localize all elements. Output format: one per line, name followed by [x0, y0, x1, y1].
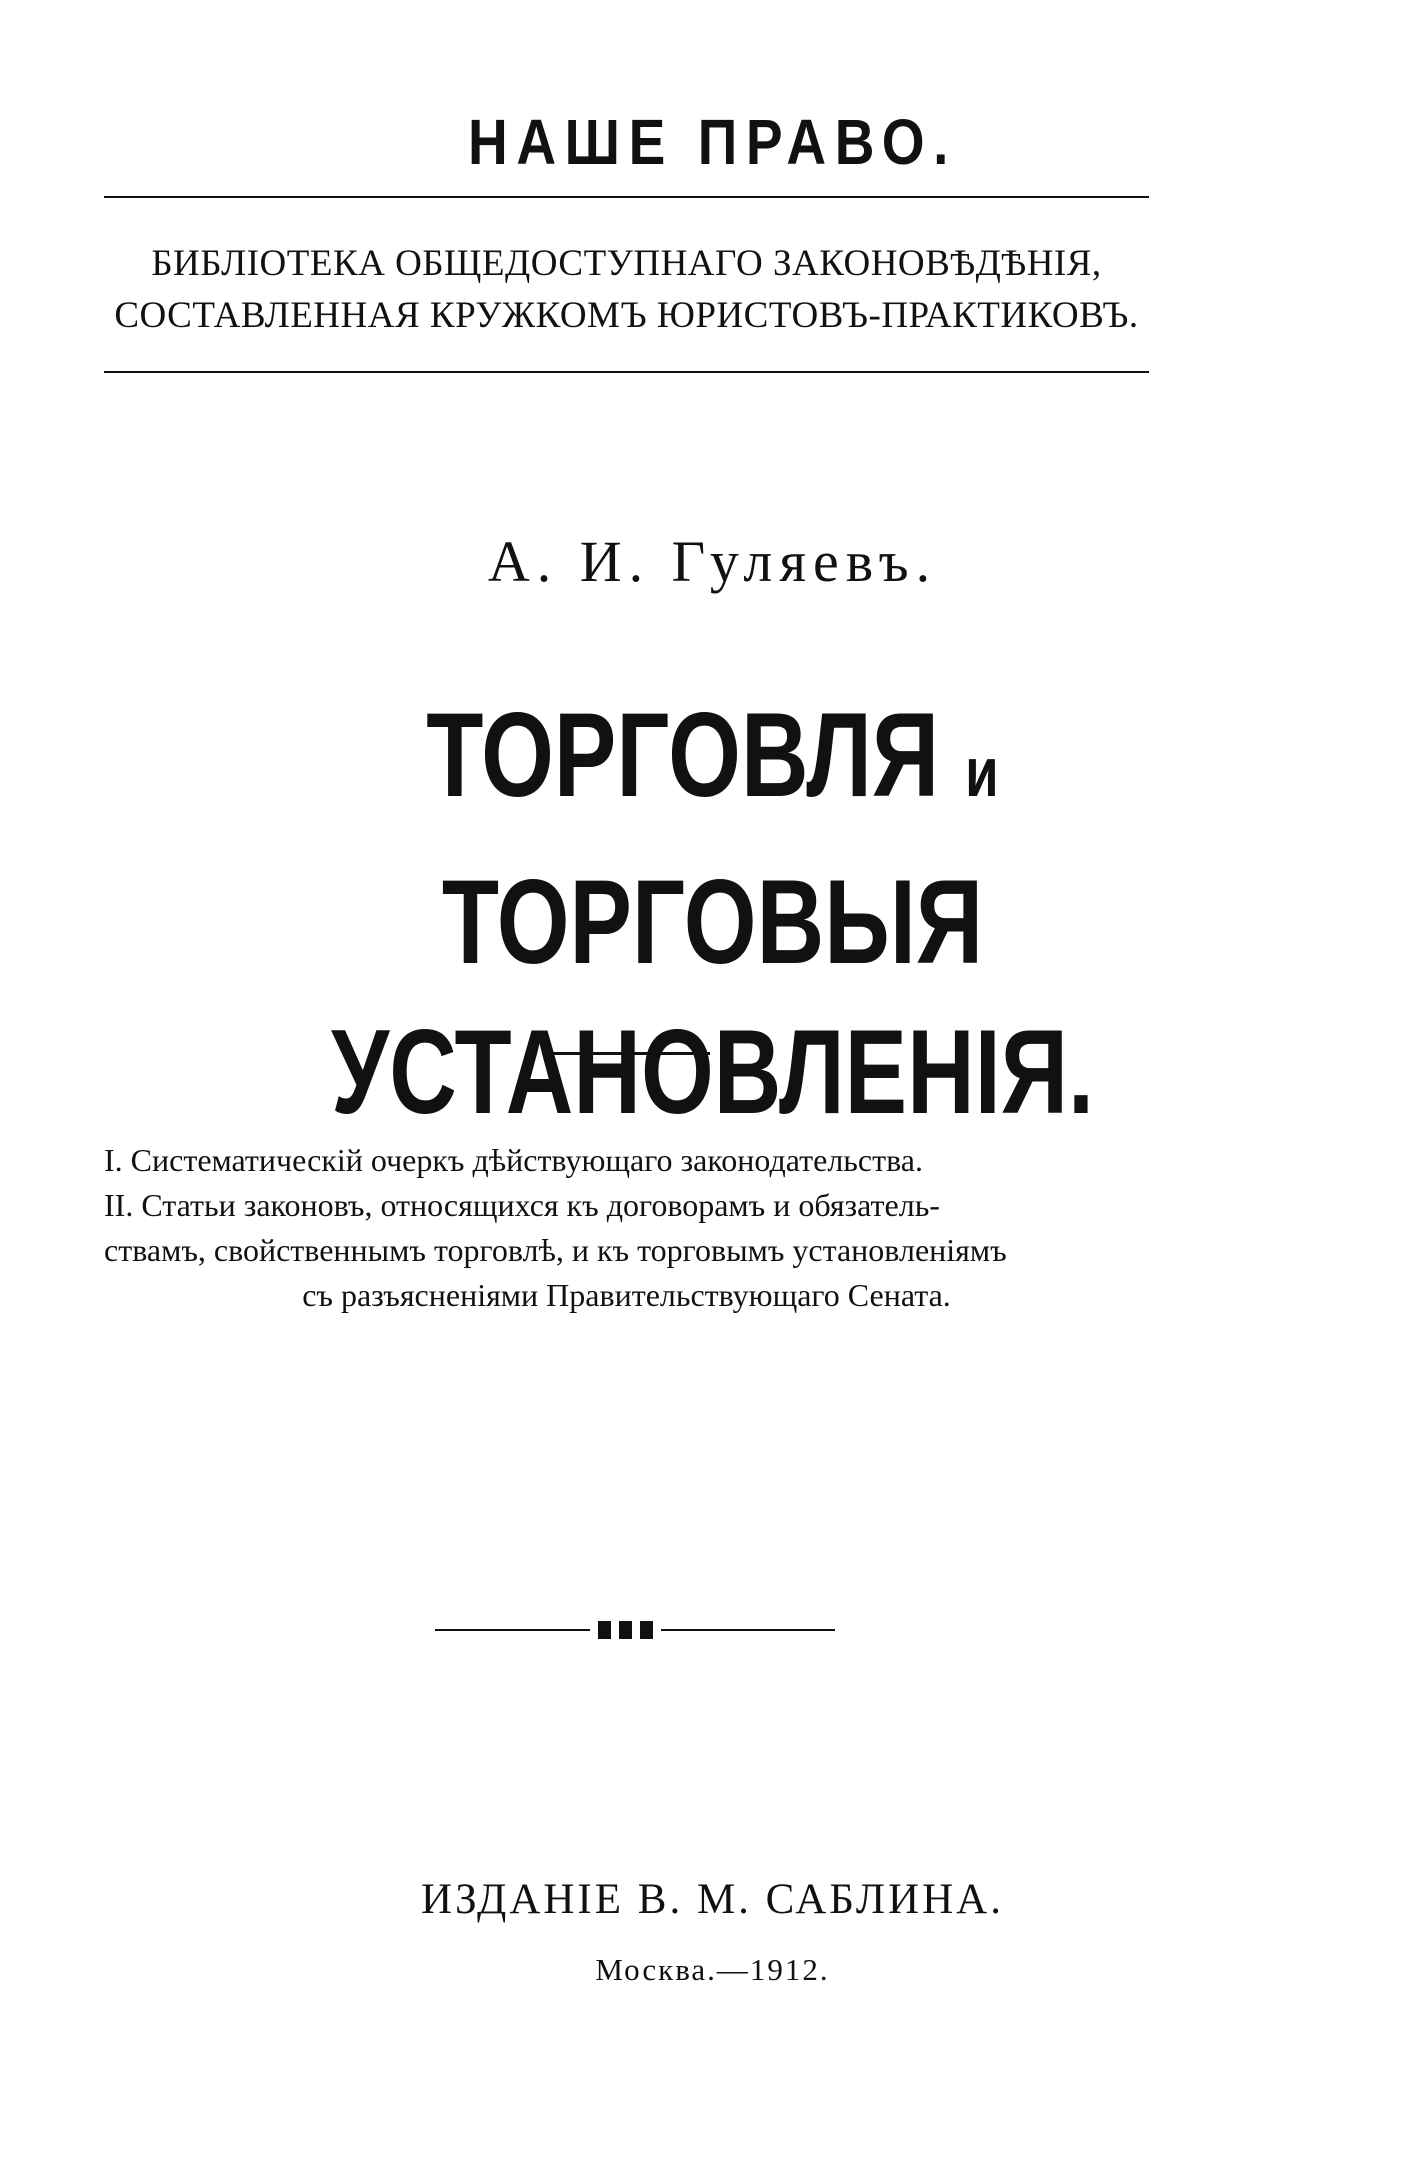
contents-item-2-line-1: II. Статьи законовъ, относящихся къ договорамъ и обязатель-	[104, 1187, 940, 1223]
contents-item-2-line-2: ствамъ, свойственнымъ торговлѣ, и къ торговымъ установленіямъ	[104, 1232, 1007, 1268]
title-connector: и	[965, 733, 999, 811]
title-word-1: ТОРГОВЛЯ	[426, 688, 940, 822]
title-divider	[550, 1052, 710, 1055]
series-subtitle	[104, 238, 1149, 342]
publisher-imprint: ИЗДАНІЕ В. М. САБЛИНА.	[421, 1876, 1004, 1923]
place-and-year: Москва.—1912.	[595, 1952, 830, 1987]
top-rule	[104, 196, 1149, 198]
series-title: НАШЕ ПРАВО.	[467, 106, 958, 178]
book-title-line-1	[157, 680, 1269, 997]
title-word-2: ТОРГОВЫЯ	[441, 855, 984, 989]
ornament-divider	[435, 1615, 835, 1645]
second-rule	[104, 371, 1149, 373]
contents-item-1: I. Систематическій очеркъ дѣйствующаго законодательства.	[104, 1142, 923, 1178]
book-title	[157, 680, 1269, 1147]
series-subtitle-line-1: БИБЛІОТЕКА ОБЩЕДОСТУПНАГО ЗАКОНОВѢДѢНІЯ,	[151, 243, 1102, 284]
author-name: А. И. Гуляевъ.	[487, 529, 938, 594]
contents-description	[104, 1138, 1149, 1318]
book-title-line-2: УСТАНОВЛЕНІЯ.	[330, 1005, 1095, 1139]
contents-item-2-line-3: съ разъясненіями Правительствующаго Сената.	[302, 1277, 951, 1313]
series-subtitle-line-2: СОСТАВЛЕННАЯ КРУЖКОМЪ ЮРИСТОВЪ-ПРАКТИКОВЪ.	[114, 295, 1139, 336]
